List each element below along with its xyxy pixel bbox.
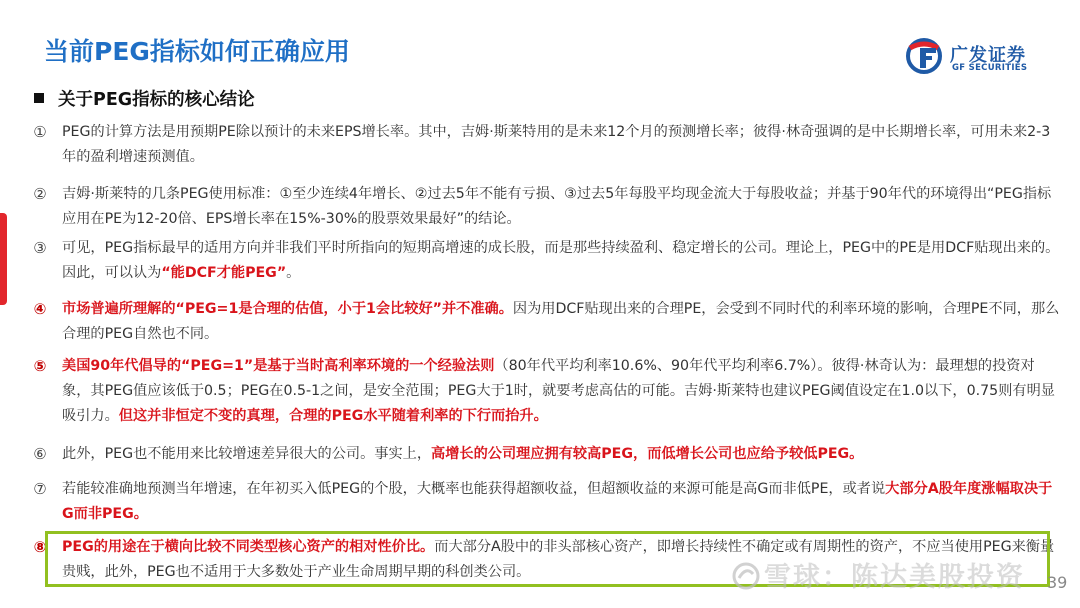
section-heading [34, 86, 255, 111]
item-number: ② [33, 185, 47, 203]
square-bullet-icon [34, 93, 44, 103]
logo-chinese-name: 广发证券 [950, 45, 1026, 66]
item-text [62, 236, 1062, 286]
emphasis-text: PEG的用途在于横向比较不同类型核心资产的相对性价比。 [62, 539, 435, 555]
item-number: ③ [33, 239, 47, 257]
left-accent-bar [0, 213, 7, 305]
item-text [62, 354, 1062, 430]
item-text [62, 442, 1062, 467]
item-text [62, 182, 1062, 232]
item-number: ④ [33, 300, 47, 318]
body-text: 吉姆·斯莱特的几条PEG使用标准：①至少连续4年增长、②过去5年不能有亏损、③过去5年每股平均现金流大于每股收益；并基于90年代的环境得出“PEG指标应用在PE为12-20倍、EPS增长率在15%-30%的股票效果最好”的结论。 [62, 186, 1052, 228]
emphasis-text: 高增长的公司理应拥有较高PEG，而低增长公司也应给予较低PEG。 [431, 446, 864, 462]
gf-logo-icon [906, 38, 944, 74]
body-text: 此外，PEG也不能用来比较增速差异很大的公司。事实上， [62, 446, 432, 462]
item-text [62, 477, 1062, 527]
emphasis-text: 美国90年代倡导的“PEG=1”是基于当时高利率环境的一个经验法则 [62, 358, 495, 374]
item-number: ① [33, 123, 47, 141]
company-logo [906, 38, 1046, 78]
body-text: 而大部分A股中的非头部核心资产，即增长持续性不确定或有周期性的资产，不应当使用PEG来衡量贵贱，此外，PEG也不适用于大多数处于产业生命周期早期的科创类公司。 [62, 539, 1055, 581]
watermark-text: 雪球：陈达美股投资 [764, 562, 1025, 593]
body-text: （80年代平均利率10.6%、90年代平均利率6.7%）。彼得·林奇认为：最理想的投资对象，其PEG值应该低于0.5；PEG在0.5-1之间，是安全范围；PEG大于1时，就要考虑高估的可能。吉姆·斯莱特也建议PEG阈值设定在1.0以下，0.75则有明显吸引力。 [62, 358, 1055, 425]
item-number: ⑤ [33, 357, 47, 375]
item-number: ⑦ [33, 480, 47, 498]
emphasis-text: 市场普遍所理解的“PEG=1是合理的估值，小于1会比较好”并不准确。 [62, 301, 513, 317]
watermark [732, 555, 1025, 594]
body-text: 可见，PEG指标最早的适用方向并非我们平时所指向的短期高增速的成长股，而是那些持续盈利、稳定增长的公司。理论上，PEG中的PE是用DCF贴现出来的。因此，可以认为 [62, 240, 1060, 282]
section-heading-text: 关于PEG指标的核心结论 [58, 90, 255, 110]
item-number: ⑥ [33, 445, 47, 463]
logo-english-name: GF SECURITIES [952, 63, 1028, 73]
item-text [62, 297, 1062, 347]
emphasis-text: 大部分A股年度涨幅取决于G而非PEG。 [62, 481, 1053, 523]
page-number: 39 [1047, 573, 1068, 592]
item-number: ⑧ [33, 538, 47, 556]
emphasis-text: 但这并非恒定不变的真理，合理的PEG水平随着利率的下行而抬升。 [118, 408, 548, 425]
body-text: 。 [286, 265, 301, 282]
snowball-icon [732, 562, 760, 590]
body-text: 因为用DCF贴现出来的合理PE，会受到不同时代的利率环境的影响，合理PE不同，那么合理的PEG自然也不同。 [62, 301, 1060, 343]
item-text [62, 120, 1062, 170]
emphasis-text: “能DCF才能PEG” [161, 265, 287, 282]
body-text: PEG的计算方法是用预期PE除以预计的未来EPS增长率。其中，吉姆·斯莱特用的是未来12个月的预测增长率；彼得·林奇强调的是中长期增长率，可用未来2-3年的盈利增速预测值。 [62, 124, 1051, 166]
body-text: 若能较准确地预测当年增速，在年初买入低PEG的个股，大概率也能获得超额收益，但超额收益的来源可能是高G而非低PE，或者说 [62, 481, 886, 497]
page-title: 当前PEG指标如何正确应用 [44, 37, 350, 66]
